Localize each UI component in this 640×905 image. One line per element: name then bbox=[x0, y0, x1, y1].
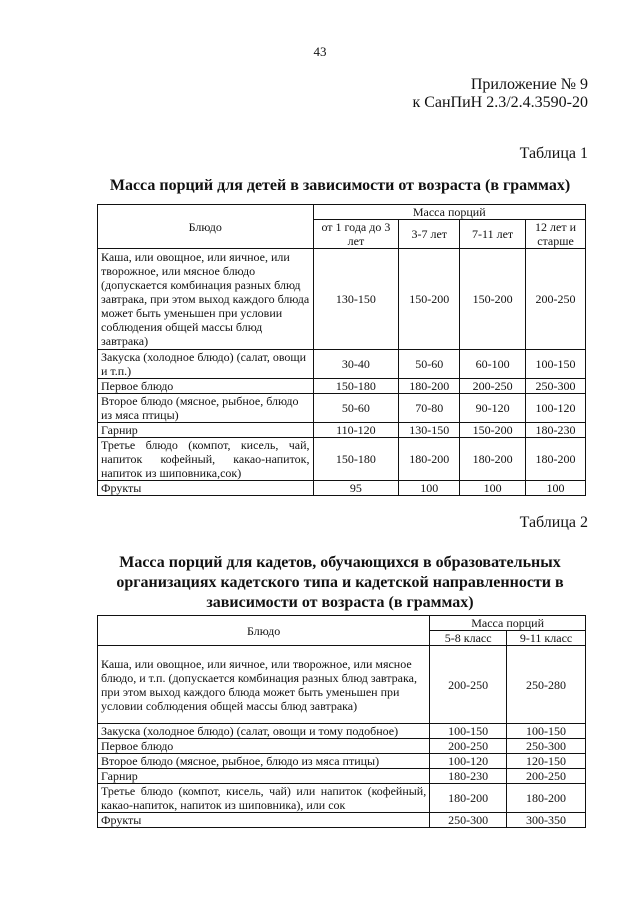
table1-value-cell: 100 bbox=[399, 481, 460, 496]
table-row bbox=[98, 769, 586, 784]
table2-dish-cell: Первое блюдо bbox=[98, 739, 430, 754]
table1-value-cell: 95 bbox=[313, 481, 399, 496]
table2-value-cell: 300-350 bbox=[507, 813, 586, 828]
table1-dish-cell: Третье блюдо (компот, кисель, чай, напиток кофейный, какао-напиток, напиток из шиповника,сок) bbox=[98, 438, 314, 481]
table1-value-cell: 60-100 bbox=[460, 350, 526, 379]
table1-value-cell: 100 bbox=[460, 481, 526, 496]
table-row bbox=[98, 813, 586, 828]
table2-header-class: 9-11 класс bbox=[507, 631, 586, 646]
table1-dish-cell: Гарнир bbox=[98, 423, 314, 438]
table-row bbox=[98, 646, 586, 724]
table1-header-dish: Блюдо bbox=[98, 205, 314, 249]
table1-value-cell: 150-180 bbox=[313, 438, 399, 481]
table2-value-cell: 100-150 bbox=[430, 724, 507, 739]
appendix-reference: к СанПиН 2.3/2.4.3590-20 bbox=[412, 94, 588, 111]
table1-value-cell: 150-180 bbox=[313, 379, 399, 394]
table1-value-cell: 200-250 bbox=[526, 249, 586, 350]
table-row bbox=[98, 379, 586, 394]
table-row bbox=[98, 739, 586, 754]
table1-dish-cell: Фрукты bbox=[98, 481, 314, 496]
table1-header-age: 7-11 лет bbox=[460, 220, 526, 249]
table2-value-cell: 100-120 bbox=[430, 754, 507, 769]
table2-header-dish: Блюдо bbox=[98, 616, 430, 646]
table2-value-cell: 250-280 bbox=[507, 646, 586, 724]
table-row bbox=[98, 249, 586, 350]
table1-value-cell: 150-200 bbox=[399, 249, 460, 350]
table1-value-cell: 100-120 bbox=[526, 394, 586, 423]
table1-value-cell: 100 bbox=[526, 481, 586, 496]
table2-dish-cell: Второе блюдо (мясное, рыбное, блюдо из мяса птицы) bbox=[98, 754, 430, 769]
table1-value-cell: 180-200 bbox=[399, 438, 460, 481]
table-row bbox=[98, 481, 586, 496]
table-row bbox=[98, 724, 586, 739]
table2-value-cell: 250-300 bbox=[430, 813, 507, 828]
table1-value-cell: 30-40 bbox=[313, 350, 399, 379]
table1-value-cell: 150-200 bbox=[460, 249, 526, 350]
table1-value-cell: 180-230 bbox=[526, 423, 586, 438]
appendix-label: Приложение № 9 bbox=[470, 76, 588, 93]
table2-label: Таблица 2 bbox=[519, 514, 588, 531]
table2-value-cell: 100-150 bbox=[507, 724, 586, 739]
table2-header-class: 5-8 класс bbox=[430, 631, 507, 646]
table1-value-cell: 150-200 bbox=[460, 423, 526, 438]
table-row bbox=[98, 438, 586, 481]
table2-value-cell: 250-300 bbox=[507, 739, 586, 754]
table1-dish-cell: Закуска (холодное блюдо) (салат, овощи и т.п.) bbox=[98, 350, 314, 379]
table1-value-cell: 110-120 bbox=[313, 423, 399, 438]
table1-value-cell: 100-150 bbox=[526, 350, 586, 379]
table2-dish-cell: Каша, или овощное, или яичное, или творожное, или мясное блюдо, и т.п. (допускается комбинация разных блюд завтрака, при этом выход каждого блюда может быть уменьшен при условии соблюдения общей массы блюд завтрака) bbox=[98, 646, 430, 724]
table1-label: Таблица 1 bbox=[519, 145, 588, 162]
table2-title: Масса порций для кадетов, обучающихся в образовательных организациях кадетского типа и кадетской направленности в зависимости от возраста (в граммах) bbox=[116, 554, 564, 611]
table1-value-cell: 90-120 bbox=[460, 394, 526, 423]
table2-value-cell: 180-230 bbox=[430, 769, 507, 784]
table2-dish-cell: Закуска (холодное блюдо) (салат, овощи и тому подобное) bbox=[98, 724, 430, 739]
table1-value-cell: 180-200 bbox=[526, 438, 586, 481]
table1-value-cell: 70-80 bbox=[399, 394, 460, 423]
table-row bbox=[98, 423, 586, 438]
table1-value-cell: 180-200 bbox=[399, 379, 460, 394]
table1-value-cell: 130-150 bbox=[313, 249, 399, 350]
table2-dish-cell: Третье блюдо (компот, кисель, чай) или напиток (кофейный, какао-напиток, напиток из шиповника), или сок bbox=[98, 784, 430, 813]
table2-value-cell: 180-200 bbox=[430, 784, 507, 813]
table2-value-cell: 200-250 bbox=[430, 646, 507, 724]
table1-title: Масса порций для детей в зависимости от возраста (в граммах) bbox=[109, 177, 571, 194]
table1-header-portion-mass: Масса порций bbox=[313, 205, 585, 220]
table1-value-cell: 50-60 bbox=[313, 394, 399, 423]
table2-dish-cell: Гарнир bbox=[98, 769, 430, 784]
table-row bbox=[98, 350, 586, 379]
table2-value-cell: 200-250 bbox=[430, 739, 507, 754]
page-number: 43 bbox=[313, 44, 327, 59]
table2-header-portion-mass: Масса порций bbox=[430, 616, 586, 631]
table-row bbox=[98, 394, 586, 423]
table-row bbox=[98, 784, 586, 813]
table2-value-cell: 120-150 bbox=[507, 754, 586, 769]
table1-value-cell: 180-200 bbox=[460, 438, 526, 481]
table1-value-cell: 50-60 bbox=[399, 350, 460, 379]
table2 bbox=[97, 615, 586, 828]
table2-value-cell: 200-250 bbox=[507, 769, 586, 784]
table1-value-cell: 200-250 bbox=[460, 379, 526, 394]
table1 bbox=[97, 204, 586, 496]
table1-dish-cell: Каша, или овощное, или яичное, или творожное, или мясное блюдо (допускается комбинация разных блюд завтрака, при этом выход каждого блюда может быть уменьшен при условии соблюдения общей массы блюд завтрака) bbox=[98, 249, 314, 350]
table2-dish-cell: Фрукты bbox=[98, 813, 430, 828]
table1-value-cell: 130-150 bbox=[399, 423, 460, 438]
table2-value-cell: 180-200 bbox=[507, 784, 586, 813]
table1-dish-cell: Первое блюдо bbox=[98, 379, 314, 394]
table1-header-age: 3-7 лет bbox=[399, 220, 460, 249]
table1-header-age: 12 лет и старше bbox=[526, 220, 586, 249]
table1-dish-cell: Второе блюдо (мясное, рыбное, блюдо из мяса птицы) bbox=[98, 394, 314, 423]
table-row bbox=[98, 754, 586, 769]
table1-value-cell: 250-300 bbox=[526, 379, 586, 394]
table1-header-age: от 1 года до 3 лет bbox=[313, 220, 399, 249]
